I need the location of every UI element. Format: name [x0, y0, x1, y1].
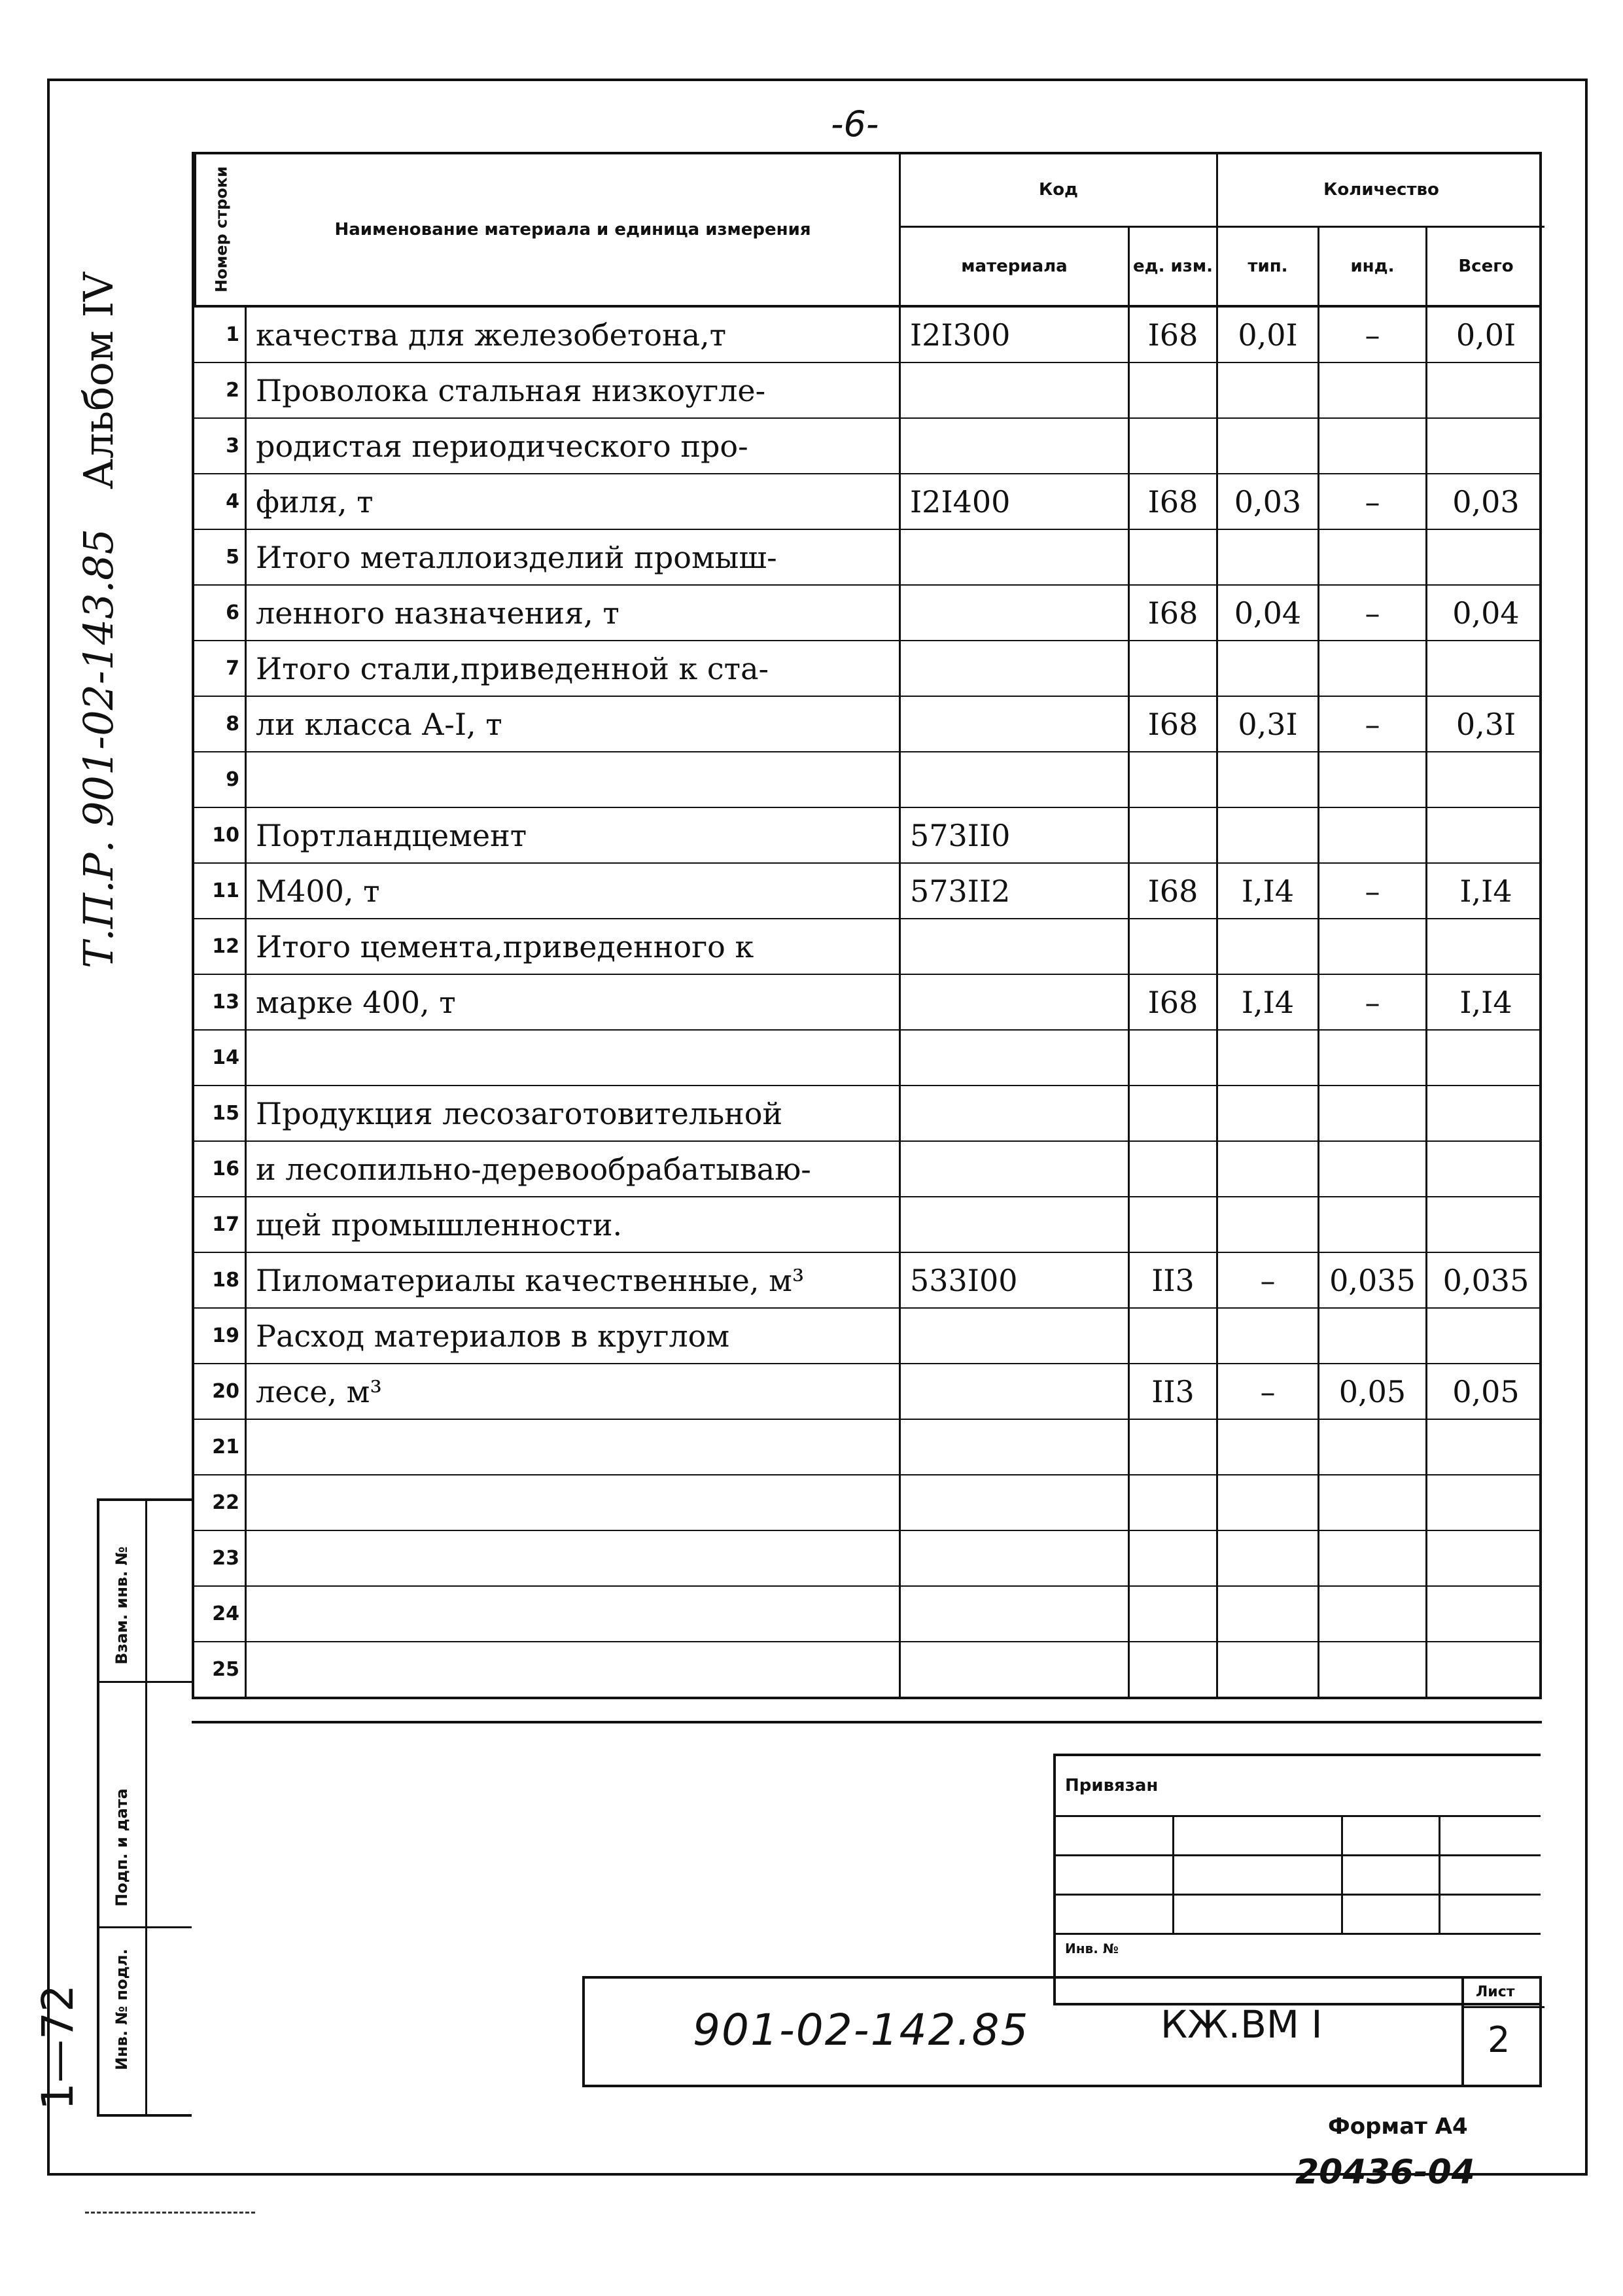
row-number-cell: 14 [194, 1031, 247, 1085]
unit-code-cell: I68 [1130, 864, 1218, 918]
table-row [194, 864, 1539, 919]
material-code-cell [901, 697, 1130, 751]
row-number-cell: 15 [194, 1086, 247, 1140]
table-row [194, 1309, 1539, 1364]
qty-typ-cell [1218, 1086, 1319, 1140]
header-quantity: Количество [1218, 154, 1544, 228]
qty-total-cell: 0,05 [1452, 1373, 1520, 1409]
qty-typ-cell: 0,04 [1218, 586, 1319, 640]
name-cell [247, 1420, 901, 1474]
table-row [194, 530, 1539, 586]
material-code-cell [901, 586, 1130, 640]
table-row [194, 586, 1539, 641]
stamp-col [1172, 1815, 1174, 1933]
table-row [194, 419, 1539, 474]
qty-total-cell [1427, 1197, 1544, 1252]
name-cell: Расход материалов в круглом [247, 1309, 901, 1363]
side-label-vzam: Взам. инв. № [113, 1546, 131, 1665]
name-cell [247, 752, 901, 807]
stamp-line [1056, 1894, 1541, 1896]
name-cell: Итого стали,приведенной к ста- [247, 641, 901, 696]
stamp-col [1341, 1815, 1343, 1933]
unit-code-cell: I68 [1130, 586, 1218, 640]
name-cell: Проволока стальная низкоугле- [247, 363, 901, 417]
qty-ind-cell [1319, 919, 1427, 974]
qty-ind-cell: – [1319, 697, 1427, 751]
qty-typ-cell [1218, 752, 1319, 807]
header-name: Наименование материала и единица измерения [247, 154, 901, 305]
table-row [194, 752, 1539, 808]
material-code-cell [901, 919, 1130, 974]
qty-total-cell [1427, 1587, 1544, 1641]
table-row [194, 1475, 1539, 1531]
qty-total-cell [1427, 363, 1544, 417]
table-row [194, 1531, 1539, 1587]
qty-typ-cell [1218, 1420, 1319, 1474]
material-code-cell [901, 752, 1130, 807]
qty-ind-cell [1319, 1475, 1427, 1530]
table-row [194, 975, 1539, 1031]
material-code-cell [901, 1642, 1130, 1697]
qty-total-cell [1427, 1142, 1544, 1196]
qty-typ-cell: – [1218, 1364, 1319, 1419]
qty-typ-cell: – [1218, 1253, 1319, 1307]
material-code-cell [901, 1475, 1130, 1530]
name-cell [247, 1531, 901, 1585]
table-row [194, 808, 1539, 864]
material-code-cell [901, 419, 1130, 473]
name-cell [247, 1587, 901, 1641]
table-row [194, 1420, 1539, 1475]
side-title [59, 262, 137, 968]
unit-code-cell: I68 [1130, 308, 1218, 362]
qty-typ-cell: 0,3I [1218, 697, 1319, 751]
name-cell: родистая периодического про- [247, 419, 901, 473]
unit-code-cell: I68 [1130, 975, 1218, 1029]
unit-code-cell [1130, 752, 1218, 807]
header-qty-ind: инд. [1319, 228, 1427, 305]
table-row [194, 1031, 1539, 1086]
qty-ind-cell [1319, 1086, 1427, 1140]
row-number-cell: 21 [194, 1420, 247, 1474]
qty-typ-cell [1218, 1587, 1319, 1641]
qty-typ-cell [1218, 808, 1319, 862]
materials-table [192, 152, 1542, 1699]
material-code-cell [901, 530, 1130, 584]
row-number-cell: 10 [194, 808, 247, 862]
qty-typ-cell [1218, 1197, 1319, 1252]
qty-typ-cell [1218, 919, 1319, 974]
stamp-privyazan: Привязан [1065, 1776, 1159, 1795]
qty-total-cell [1427, 808, 1544, 862]
qty-total-cell [1427, 1642, 1544, 1697]
qty-ind-cell [1319, 1309, 1427, 1363]
row-number-cell: 16 [194, 1142, 247, 1196]
row-number-cell: 25 [194, 1642, 247, 1697]
row-number-cell: 5 [194, 530, 247, 584]
qty-typ-cell [1218, 641, 1319, 696]
header-qty-total: Всего [1458, 256, 1514, 276]
unit-code-cell [1130, 1420, 1218, 1474]
document-code: 901-02-142.85 [693, 2005, 1030, 2055]
material-code-cell [901, 1031, 1130, 1085]
side-strip-divider [145, 1501, 147, 2114]
qty-typ-cell [1218, 530, 1319, 584]
qty-typ-cell: I,I4 [1218, 975, 1319, 1029]
qty-total-cell: 0,0I [1456, 317, 1516, 353]
qty-ind-cell [1319, 363, 1427, 417]
row-number-cell: 22 [194, 1475, 247, 1530]
name-cell: ли класса А-I, т [247, 697, 901, 751]
qty-total-cell [1427, 1031, 1544, 1085]
header-kod: Код [901, 154, 1218, 228]
sheet-label: Лист [1476, 1984, 1515, 2000]
unit-code-cell [1130, 1197, 1218, 1252]
stamp-box [1053, 1754, 1541, 2005]
row-number-cell: 17 [194, 1197, 247, 1252]
unit-code-cell [1130, 1531, 1218, 1585]
qty-ind-cell [1319, 1587, 1427, 1641]
material-code-cell [901, 1142, 1130, 1196]
qty-ind-cell [1319, 1197, 1427, 1252]
material-code-cell: 533I00 [901, 1253, 1130, 1307]
qty-ind-cell [1319, 419, 1427, 473]
unit-code-cell [1130, 641, 1218, 696]
side-title-code: Т.П.Р. 901-02-143.85 [74, 528, 122, 968]
qty-ind-cell [1319, 530, 1427, 584]
qty-ind-cell: – [1319, 474, 1427, 529]
row-number-cell: 19 [194, 1309, 247, 1363]
qty-total-cell: 0,04 [1452, 595, 1520, 631]
row-number-cell: 3 [194, 419, 247, 473]
qty-ind-cell: – [1319, 864, 1427, 918]
material-code-cell [901, 1420, 1130, 1474]
name-cell: качества для железобетона,т [247, 308, 901, 362]
row-number-cell: 23 [194, 1531, 247, 1585]
unit-code-cell [1130, 363, 1218, 417]
qty-ind-cell [1319, 1531, 1427, 1585]
header-qty-typ: тип. [1218, 228, 1319, 305]
qty-typ-cell [1218, 1309, 1319, 1363]
sheet-value: 2 [1488, 2019, 1510, 2060]
order-number: 20436-04 [1295, 2153, 1475, 2192]
sheet-cell [1461, 1979, 1544, 2085]
bottom-divider [192, 1721, 1542, 1723]
table-row [194, 1253, 1539, 1309]
name-cell: Портландцемент [247, 808, 901, 862]
table-row [194, 1587, 1539, 1642]
table-row [194, 919, 1539, 975]
qty-typ-cell [1218, 419, 1319, 473]
row-number-cell: 9 [194, 752, 247, 807]
row-number-cell: 13 [194, 975, 247, 1029]
qty-total-cell [1427, 1475, 1544, 1530]
material-code-cell [901, 975, 1130, 1029]
side-strip-line [99, 1681, 192, 1683]
unit-code-cell [1130, 1475, 1218, 1530]
material-code-cell [901, 1364, 1130, 1419]
unit-code-cell: I68 [1130, 474, 1218, 529]
qty-ind-cell: – [1319, 586, 1427, 640]
qty-total-cell [1427, 1086, 1544, 1140]
qty-typ-cell [1218, 1531, 1319, 1585]
unit-code-cell [1130, 419, 1218, 473]
qty-ind-cell: – [1319, 975, 1427, 1029]
name-cell [247, 1642, 901, 1697]
row-number-cell: 11 [194, 864, 247, 918]
material-code-cell: 573II0 [901, 808, 1130, 862]
material-code-cell [901, 1309, 1130, 1363]
qty-typ-cell [1218, 1031, 1319, 1085]
unit-code-cell: II3 [1130, 1253, 1218, 1307]
unit-code-cell [1130, 1309, 1218, 1363]
qty-typ-cell [1218, 1475, 1319, 1530]
sheet-divider [1464, 2006, 1544, 2008]
header-kod-material: материала [901, 228, 1130, 305]
title-block [582, 1976, 1542, 2087]
bottom-dash [85, 2212, 255, 2214]
qty-total-cell: 0,3I [1456, 706, 1516, 742]
stamp-line [1056, 1933, 1541, 1935]
unit-code-cell: I68 [1130, 697, 1218, 751]
table-row [194, 1197, 1539, 1253]
row-number-cell: 7 [194, 641, 247, 696]
page-number: -6- [831, 103, 879, 145]
unit-code-cell [1130, 1086, 1218, 1140]
row-number-cell: 8 [194, 697, 247, 751]
table-row [194, 697, 1539, 752]
qty-total-cell [1427, 419, 1544, 473]
qty-typ-cell: 0,03 [1218, 474, 1319, 529]
qty-ind-cell: 0,035 [1319, 1253, 1427, 1307]
row-number-cell: 6 [194, 586, 247, 640]
material-code-cell: 573II2 [901, 864, 1130, 918]
qty-ind-cell [1319, 808, 1427, 862]
header-kod-unit: ед. изм. [1130, 228, 1218, 305]
qty-ind-cell [1319, 1142, 1427, 1196]
name-cell: лесе, м³ [247, 1364, 901, 1419]
stamp-col [1439, 1815, 1440, 1933]
document-mark: КЖ.ВМ I [1161, 2002, 1323, 2047]
table-row [194, 363, 1539, 419]
qty-total-cell [1427, 1531, 1544, 1585]
table-row [194, 1364, 1539, 1420]
table-body [194, 308, 1539, 1697]
unit-code-cell [1130, 1642, 1218, 1697]
qty-ind-cell [1319, 752, 1427, 807]
row-number-cell: 4 [194, 474, 247, 529]
table-row [194, 1142, 1539, 1197]
name-cell [247, 1031, 901, 1085]
header-row-number: Номер строки [194, 154, 247, 305]
unit-code-cell: II3 [1130, 1364, 1218, 1419]
qty-total-cell [1427, 752, 1544, 807]
row-number-cell: 24 [194, 1587, 247, 1641]
name-cell [247, 1475, 901, 1530]
qty-ind-cell [1319, 1031, 1427, 1085]
qty-typ-cell: I,I4 [1218, 864, 1319, 918]
sheet-mark: 1—72 [33, 1985, 83, 2110]
name-cell: Итого цемента,приведенного к [247, 919, 901, 974]
table-header [194, 154, 1539, 308]
row-number-cell: 20 [194, 1364, 247, 1419]
row-number-cell: 2 [194, 363, 247, 417]
stamp-line [1056, 1854, 1541, 1856]
qty-total-cell [1427, 1309, 1544, 1363]
unit-code-cell [1130, 1142, 1218, 1196]
material-code-cell: I2I400 [901, 474, 1130, 529]
side-label-inv-podl: Инв. № подл. [113, 1949, 131, 2070]
material-code-cell [901, 1086, 1130, 1140]
qty-total-cell: 0,035 [1442, 1262, 1529, 1298]
unit-code-cell [1130, 1031, 1218, 1085]
side-strip [97, 1498, 192, 2117]
qty-total-cell [1427, 1420, 1544, 1474]
qty-total-cell [1427, 919, 1544, 974]
name-cell: щей промышленности. [247, 1197, 901, 1252]
row-number-cell: 1 [194, 308, 247, 362]
qty-total-cell [1427, 641, 1544, 696]
side-title-album: Альбом IV [74, 272, 122, 489]
unit-code-cell [1130, 808, 1218, 862]
qty-total-cell: I,I4 [1459, 984, 1512, 1020]
stamp-inv-no: Инв. № [1065, 1941, 1119, 1956]
unit-code-cell [1130, 1587, 1218, 1641]
name-cell: Пиломатериалы качественные, м³ [247, 1253, 901, 1307]
material-code-cell [901, 1587, 1130, 1641]
table-row [194, 641, 1539, 697]
unit-code-cell [1130, 530, 1218, 584]
qty-typ-cell [1218, 1142, 1319, 1196]
name-cell: Итого металлоизделий промыш- [247, 530, 901, 584]
qty-ind-cell: – [1319, 308, 1427, 362]
table-row [194, 308, 1539, 363]
name-cell: марке 400, т [247, 975, 901, 1029]
side-label-podp: Подп. и дата [113, 1788, 131, 1907]
qty-ind-cell: 0,05 [1319, 1364, 1427, 1419]
name-cell: ленного назначения, т [247, 586, 901, 640]
table-row [194, 1086, 1539, 1142]
stamp-line [1056, 1815, 1541, 1817]
name-cell: филя, т [247, 474, 901, 529]
name-cell: и лесопильно-деревообрабатываю- [247, 1142, 901, 1196]
qty-ind-cell [1319, 641, 1427, 696]
table-row [194, 1642, 1539, 1697]
row-number-cell: 12 [194, 919, 247, 974]
material-code-cell [901, 1531, 1130, 1585]
qty-ind-cell [1319, 1420, 1427, 1474]
row-number-cell: 18 [194, 1253, 247, 1307]
name-cell: Продукция лесозаготовительной [247, 1086, 901, 1140]
name-cell: М400, т [247, 864, 901, 918]
format-label: Формат А4 [1328, 2113, 1468, 2140]
unit-code-cell [1130, 919, 1218, 974]
qty-total-cell: 0,03 [1452, 484, 1520, 520]
material-code-cell [901, 1197, 1130, 1252]
qty-total-cell [1427, 530, 1544, 584]
qty-typ-cell [1218, 1642, 1319, 1697]
material-code-cell [901, 363, 1130, 417]
qty-total-cell: I,I4 [1459, 873, 1512, 909]
qty-typ-cell [1218, 363, 1319, 417]
material-code-cell: I2I300 [901, 308, 1130, 362]
qty-ind-cell [1319, 1642, 1427, 1697]
qty-typ-cell: 0,0I [1218, 308, 1319, 362]
material-code-cell [901, 641, 1130, 696]
table-row [194, 474, 1539, 530]
